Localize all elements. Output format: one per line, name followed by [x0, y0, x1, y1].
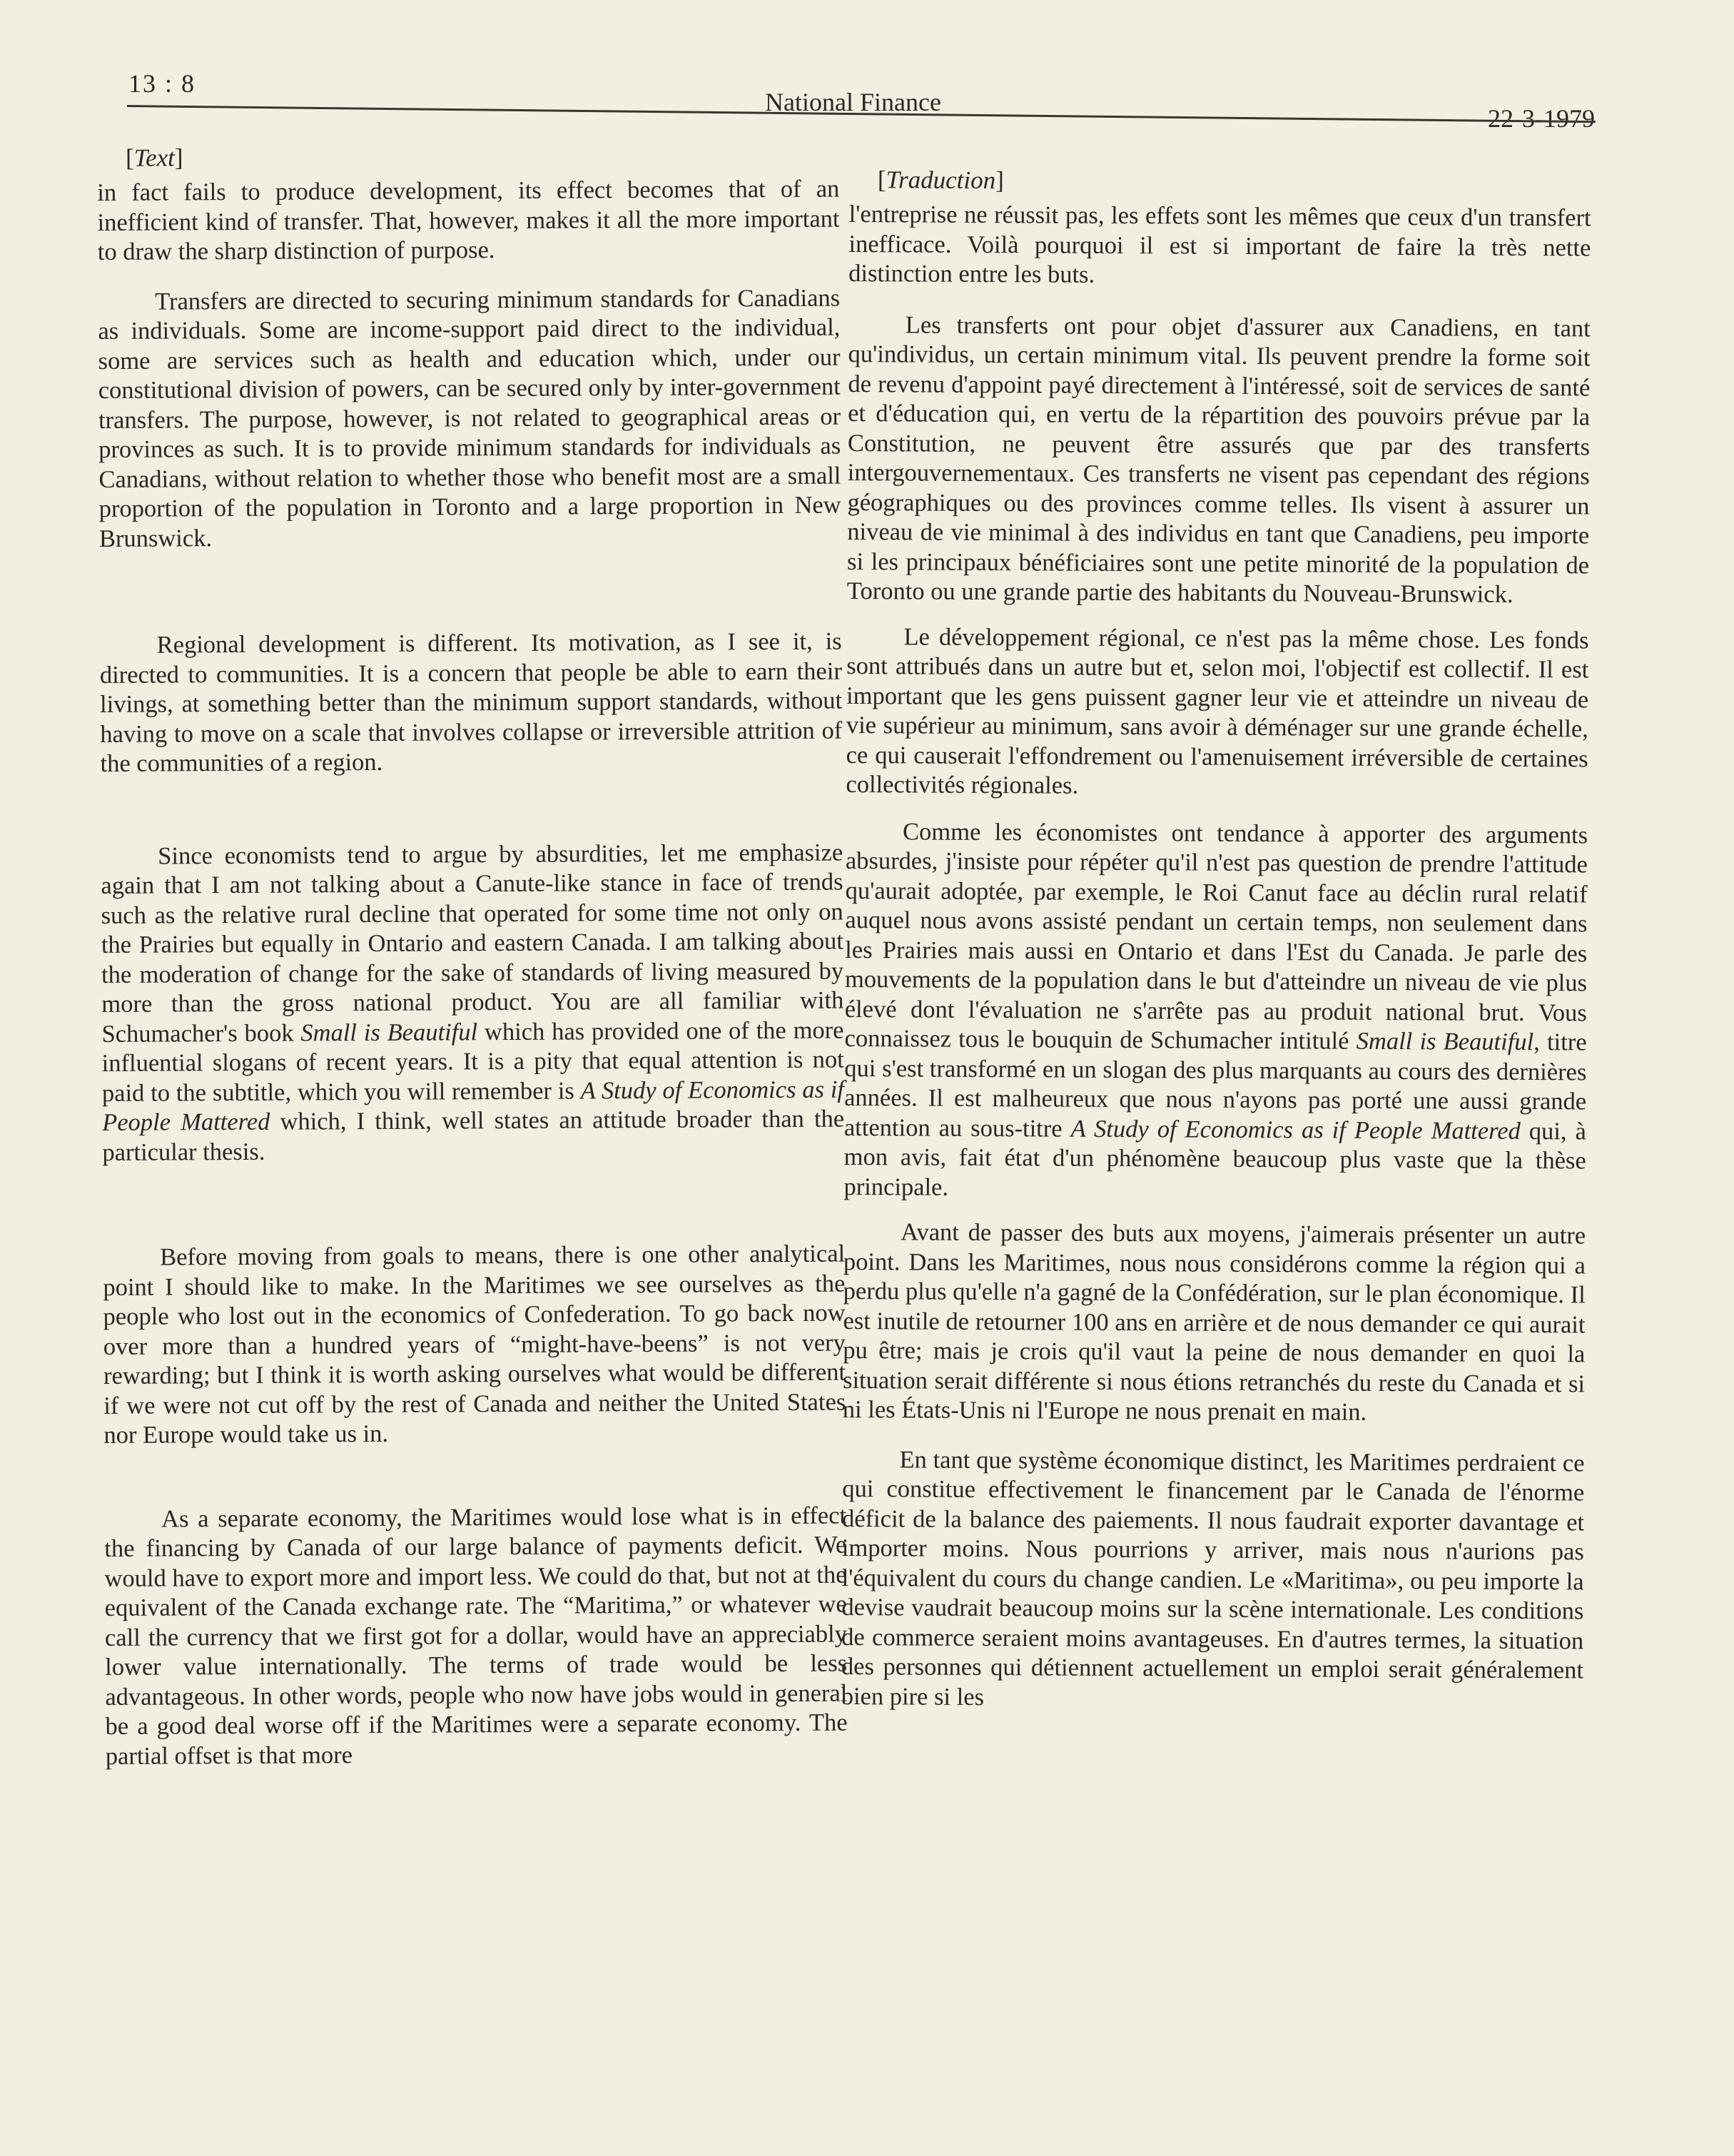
- column-label-text: [Text]: [126, 143, 183, 172]
- paragraph: Les transferts ont pour objet d'assurer aux Canadiens, en tant qu'individus, un certain minimum vital. Ils peuvent prendre la forme soit de revenu d'appoint payé directement à l'intéressé, soit de services de santé et d'éducation qui, en vertu de la répartition des pouvoirs prévue par la Constitution, ne peuvent être assurés que par des transferts intergouvernementaux. Ces transferts ne visent pas cependant des régions géographiques ou des provinces comme telles. Ils visent à assurer un niveau de vie minimal à des individus en tant que Canadiens, peu importe si les principaux bénéficiaires sont une petite minorité de la population de Toronto ou une grande partie des habitants du Nouveau-Brunswick.: [846, 310, 1591, 608]
- paragraph: l'entreprise ne réussit pas, les effets sont les mêmes que ceux d'un transfert inefficace. Voilà pourquoi il est si important de faire la très nette distinction entre les buts.: [848, 200, 1591, 288]
- paragraph: Before moving from goals to means, there is one other analytical point I should like to make. In the Maritimes we see ourselves as the people who lost out in the economics of Confederation. To go back now over more than a hundred years of “might-have-beens” is not very rewarding; but I think it is worth asking ourselves what would be different if we were not cut off by the rest of Canada and neither the United States nor Europe would take us in.: [103, 1240, 846, 1449]
- book-title: Small is Beautiful: [1356, 1027, 1534, 1056]
- paragraph: As a separate economy, the Maritimes would lose what is in effect the financing by Canada of our large balance of payments deficit. We would have to export more and import less. We could do that, but not at the equivalent of the Canada exchange rate. The “Maritima,” or whatever we call the currency that we first got for a dollar, would have an appreciably lower value internationally. The terms of trade would be less advantageous. In other words, people who now have jobs would in general be a good deal worse off if the Maritimes were a separate economy. The partial offset is that more: [104, 1502, 848, 1770]
- paragraph: Since economists tend to argue by absurdities, let me emphasize again that I am not talking about a Canute-like stance in face of trends such as the relative rural decline that operated for some time not only on the Prairies but equally in Ontario and eastern Canada. I am talking about the moderation of change for the sake of standards of living measured by more than the gross national product. You are all familiar with Schumacher's book Small is Beautiful which has provided one of the more influential slogans of recent years. It is a pity that equal attention is not paid to the subtitle, which you will remember is A Study of Economics as if People Mattered which, I think, well states an attitude broader than the particular thesis.: [101, 839, 845, 1166]
- book-title: Small is Beautiful: [300, 1018, 478, 1047]
- paragraph: Regional development is different. Its motivation, as I see it, is directed to communities. It is a concern that people be able to earn their livings, at something better than the minimum support standards, without having to move on a scale that involves collapse or irreversible attrition of the communities of a region.: [99, 627, 843, 777]
- french-column: [841, 164, 1591, 1715]
- paragraph: Le développement régional, ce n'est pas la même chose. Les fonds sont attribués dans un autre but et, selon moi, l'objectif est collectif. Il est important que les gens puissent gagner leur vie et atteindre un niveau de vie supérieur au minimum, sans avoir à déménager sur une grande échelle, ce qui causerait l'effondrement ou l'amenuisement irréversible de certaines collectivités régionales.: [846, 622, 1589, 799]
- paragraph: Comme les économistes ont tendance à apporter des arguments absurdes, j'insiste pour répéter qu'il n'est pas question de prendre l'attitude qu'aurait adoptée, par exemple, le Roi Canut face au déclin rural relatif auquel nous avons assisté pendant un certain temps, non seulement dans les Prairies mais aussi en Ontario et dans l'Est du Canada. Je parle des mouvements de la population dans le but d'atteindre un niveau de vie plus élevé dont l'évaluation ne s'arrête pas au produit national brut. Vous connaissez tous le bouquin de Schumacher intitulé Small is Beautiful, titre qui s'est transformé en un slogan des plus marquants au cours des dernières années. Il est malheureux que nous n'ayons pas porté une aussi grande attention au sous-titre A Study of Economics as if People Mattered qui, à mon avis, fait état d'un phénomène beaucoup plus vaste que la thèse principale.: [843, 817, 1588, 1201]
- page-date: 22-3-1979: [1488, 104, 1595, 133]
- paragraph: Transfers are directed to securing minimum standards for Canadians as individuals. Some are income-support paid direct to the individual, some are services such as health and education which, under our constitutional division of powers, can be secured only by inter-government transfers. The purpose, however, is not related to geographical areas or provinces as such. It is to provide minimum standards for individuals as Canadians, without relation to whether those who benefit most are a small proportion of the population in Toronto and a large proportion in New Brunswick.: [98, 284, 841, 552]
- page-number: 13 : 8: [128, 69, 196, 98]
- paragraph: Avant de passer des buts aux moyens, j'aimerais présenter un autre point. Dans les Maritimes, nous nous considérons comme la région qui a perdu plus qu'elle n'a gagné de la Confédération, sur le plan économique. Il est inutile de retourner 100 ans en arrière et de nous demander ce qui aurait pu être; mais je crois qu'il vaut la peine de nous demander en quoi la situation serait différente si nous étions retranchés du reste du Canada et si ni les États-Unis ni l'Europe ne nous prenait en main.: [842, 1218, 1586, 1426]
- column-label-traduction: [Traduction]: [877, 166, 1004, 195]
- paragraph: in fact fails to produce development, its effect becomes that of an inefficient kind of transfer. That, however, makes it all the more important to draw the sharp distinction of purpose.: [97, 175, 840, 265]
- book-subtitle: A Study of Economics as if People Mattered: [102, 1076, 845, 1136]
- book-subtitle: A Study of Economics as if People Mattered: [1070, 1115, 1521, 1145]
- english-column: [97, 139, 848, 1771]
- page-title: National Finance: [765, 88, 941, 116]
- paragraph: En tant que système économique distinct, les Maritimes perdraient ce qui constitue effectivement le financement par le Canada de l'énorme déficit de la balance des paiements. Il nous faudrait exporter davantage et importer moins. Nous pourrions y arriver, mais nous n'aurions pas l'équivalent du cours du change candien. Le «Maritima», ou peu importe la devise vaudrait beaucoup moins sur la scène internationale. Les conditions de commerce seraient moins avantageuses. En d'autres termes, la situation des personnes qui détiennent actuellement un emploi serait généralement bien pire si les: [841, 1445, 1585, 1711]
